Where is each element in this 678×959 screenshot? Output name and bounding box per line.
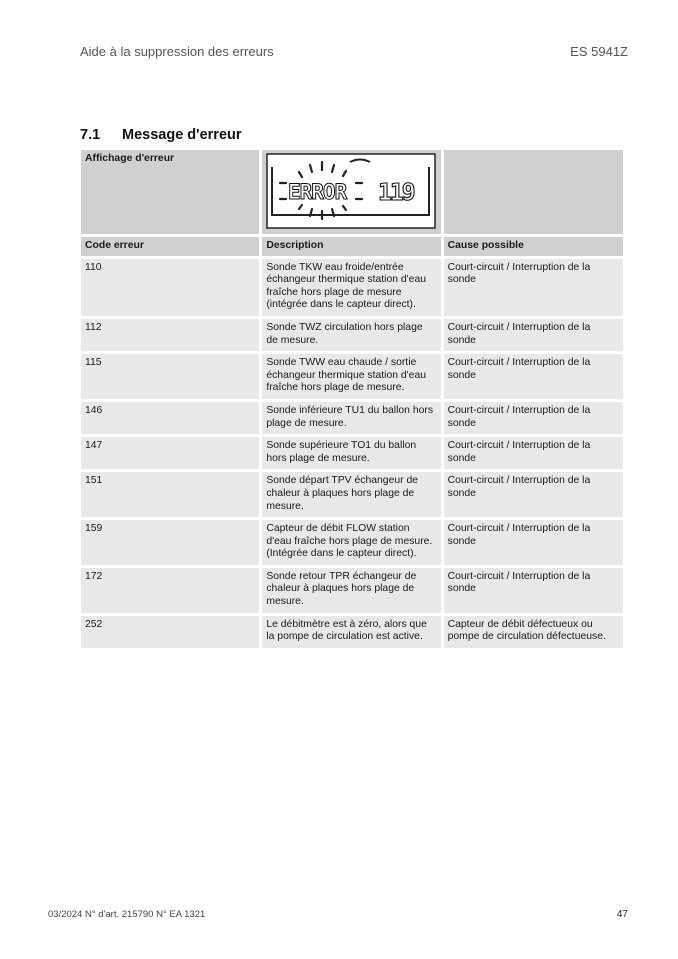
running-header-title: Aide à la suppression des erreurs xyxy=(80,44,274,59)
table-row xyxy=(81,520,623,565)
table-row xyxy=(81,437,623,469)
error-code-cell: 252 xyxy=(81,616,259,648)
col-header-description: Description xyxy=(262,237,440,256)
display-label: Affichage d'erreur xyxy=(81,150,259,234)
table-row xyxy=(81,472,623,517)
description-cell: Sonde inférieure TU1 du ballon hors plage de mesure. xyxy=(262,402,440,434)
footer-reference: 03/2024 N° d'art. 215790 N° EA 1321 xyxy=(48,909,206,920)
table-row xyxy=(81,402,623,434)
col-header-cause: Cause possible xyxy=(444,237,623,256)
display-empty-cell xyxy=(444,150,623,234)
page-number: 47 xyxy=(616,909,628,920)
cause-cell: Court-circuit / Interruption de la sonde xyxy=(444,472,623,517)
error-code-cell: 146 xyxy=(81,402,259,434)
cause-cell: Court-circuit / Interruption de la sonde xyxy=(444,402,623,434)
table-row xyxy=(81,259,623,316)
description-cell: Sonde départ TPV échangeur de chaleur à plaques hors plage de mesure. xyxy=(262,472,440,517)
error-code-cell: 112 xyxy=(81,319,259,351)
description-cell: Sonde TWZ circulation hors plage de mesure. xyxy=(262,319,440,351)
display-row xyxy=(81,150,623,234)
description-cell: Sonde supérieure TO1 du ballon hors plage de mesure. xyxy=(262,437,440,469)
lcd-error-display-icon xyxy=(266,153,436,229)
error-code-cell: 172 xyxy=(81,568,259,613)
table-header-row xyxy=(81,237,623,256)
error-code-cell: 159 xyxy=(81,520,259,565)
running-header-model: ES 5941Z xyxy=(570,44,628,59)
lcd-display-cell xyxy=(262,150,440,234)
cause-cell: Court-circuit / Interruption de la sonde xyxy=(444,319,623,351)
cause-cell: Court-circuit / Interruption de la sonde xyxy=(444,568,623,613)
section-heading xyxy=(80,127,242,143)
error-code-cell: 110 xyxy=(81,259,259,316)
col-header-code: Code erreur xyxy=(81,237,259,256)
table-row xyxy=(81,616,623,648)
description-cell: Sonde TWW eau chaude / sortie échangeur thermique station d'eau fraîche hors plage de mesure. xyxy=(262,354,440,399)
description-cell: Le débitmètre est à zéro, alors que la pompe de circulation est active. xyxy=(262,616,440,648)
description-cell: Sonde retour TPR échangeur de chaleur à plaques hors plage de mesure. xyxy=(262,568,440,613)
section-title: Message d'erreur xyxy=(122,127,242,143)
cause-cell: Court-circuit / Interruption de la sonde xyxy=(444,259,623,316)
table-row xyxy=(81,568,623,613)
cause-cell: Court-circuit / Interruption de la sonde xyxy=(444,437,623,469)
table-row xyxy=(81,354,623,399)
error-code-cell: 151 xyxy=(81,472,259,517)
error-table xyxy=(78,147,626,651)
lcd-error-text: ERROR xyxy=(288,180,347,204)
cause-cell: Court-circuit / Interruption de la sonde xyxy=(444,520,623,565)
description-cell: Sonde TKW eau froide/entrée échangeur thermique station d'eau fraîche hors plage de mesure (intégrée dans le capteur direct). xyxy=(262,259,440,316)
cause-cell: Capteur de débit défectueux ou pompe de circulation défectueuse. xyxy=(444,616,623,648)
error-code-cell: 115 xyxy=(81,354,259,399)
description-cell: Capteur de débit FLOW station d'eau fraîche hors plage de mesure. (Intégrée dans le capteur direct). xyxy=(262,520,440,565)
error-code-cell: 147 xyxy=(81,437,259,469)
table-row xyxy=(81,319,623,351)
lcd-error-code: 119 xyxy=(378,180,414,206)
cause-cell: Court-circuit / Interruption de la sonde xyxy=(444,354,623,399)
section-number: 7.1 xyxy=(80,127,101,143)
